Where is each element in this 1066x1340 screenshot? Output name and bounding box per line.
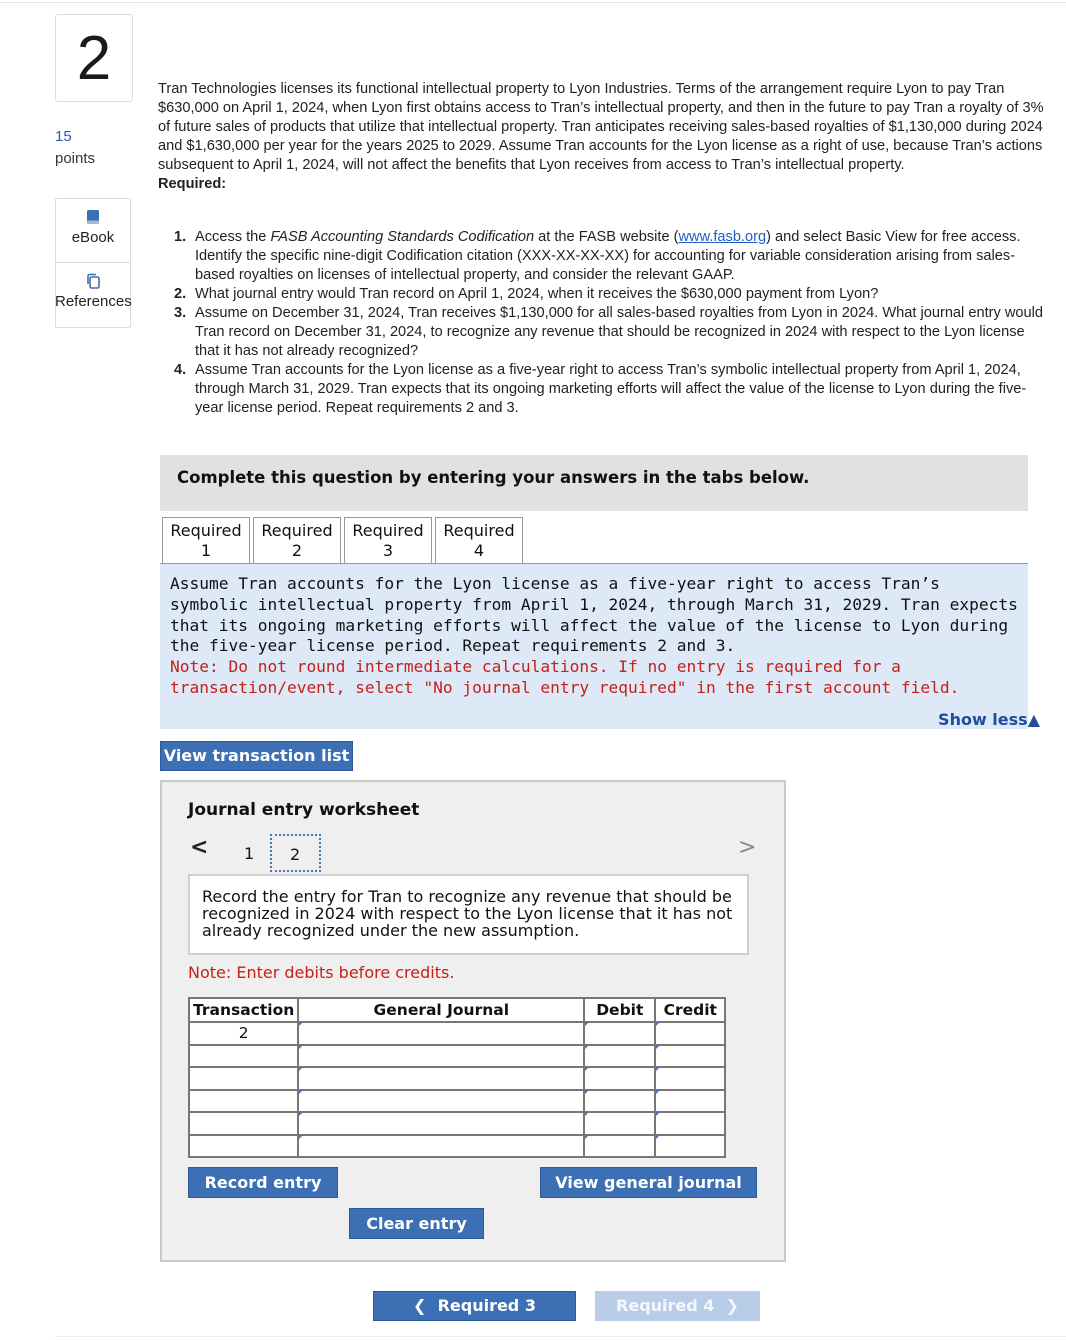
tab-required-4[interactable]: Required 4 (435, 517, 523, 565)
points-label: points (55, 150, 96, 167)
worksheet-page-2[interactable]: 2 (270, 834, 321, 872)
col-general-journal: General Journal (298, 998, 584, 1022)
fasb-link[interactable]: www.fasb.org (678, 229, 767, 245)
required-heading: Required: (158, 176, 227, 192)
top-divider (0, 2, 1066, 3)
worksheet-instruction: Record the entry for Tran to recognize any revenue that should be recognized in 2024 with respect to the Lyon license that it has not already recognized under the new assumption. (188, 874, 749, 955)
account-input[interactable] (298, 1135, 584, 1158)
ebook-label: eBook (71, 229, 115, 246)
problem-intro (158, 80, 1046, 194)
problem-text: Tran Technologies licenses its functional intellectual property to Lyon Industries. Terms of the arrangement require Lyon to pay Tran $630,000 on April 1, 2024, when Lyon first obtains access to Tran’s intellectual property, and then in the future to pay Tran a royalty of 3% of future sales of products that utilize that intellectual property. Tran anticipates receiving sales-based royalties of $1,130,000 during 2024 and $1,630,000 per year for the years 2025 to 2029. Assume Tran accounts for the Lyon license as a right of use, because Tran’s actions subsequent to April 1, 2024, will not affect the benefits that Lyon receives from access to Tran’s intellectual property. (158, 81, 1044, 173)
account-input[interactable] (298, 1112, 584, 1135)
account-input[interactable] (298, 1022, 584, 1045)
copy-icon (85, 273, 101, 289)
transaction-cell (189, 1045, 298, 1068)
journal-table (188, 997, 726, 1158)
points-value: 15 (55, 128, 72, 145)
credit-input[interactable] (655, 1022, 725, 1045)
credit-input[interactable] (655, 1045, 725, 1068)
credit-input[interactable] (655, 1090, 725, 1113)
debits-note: Note: Enter debits before credits. (188, 963, 455, 982)
requirement-panel (160, 564, 1028, 729)
debit-input[interactable] (584, 1090, 655, 1113)
view-transaction-list-button[interactable]: View transaction list (160, 741, 353, 771)
account-input[interactable] (298, 1090, 584, 1113)
requirement-3: 3. Assume on December 31, 2024, Tran receives $1,130,000 for all sales-based royalties from Lyon in 2024. What journal entry would Tran record on December 31, 2024, to recognize any revenue that should be recognized in 2024 with respect to the Lyon license that it has not already recognized? (174, 305, 1043, 359)
prev-requirement-button[interactable]: ❮ Required 3 (373, 1291, 576, 1321)
transaction-cell (189, 1067, 298, 1090)
show-less-link[interactable]: Show less▲ (938, 710, 1040, 729)
credit-input[interactable] (655, 1112, 725, 1135)
requirements-list (174, 228, 1044, 418)
col-transaction: Transaction (189, 998, 298, 1022)
debit-input[interactable] (584, 1112, 655, 1135)
record-entry-button[interactable]: Record entry (188, 1167, 338, 1198)
debit-input[interactable] (584, 1045, 655, 1068)
tab-required-1[interactable]: Required 1 (162, 517, 250, 565)
references-button[interactable] (55, 262, 131, 328)
account-input[interactable] (298, 1067, 584, 1090)
view-general-journal-button[interactable]: View general journal (540, 1167, 757, 1198)
table-row (189, 1067, 725, 1090)
chevron-right-icon: ❯ (714, 1296, 739, 1315)
transaction-cell (189, 1112, 298, 1135)
book-icon (85, 209, 101, 225)
requirement-4: 4. Assume Tran accounts for the Lyon license as a five-year right to access Tran’s symbolic intellectual property from April 1, 2024, through March 31, 2029. Tran expects that its ongoing marketing efforts will affect the value of the license to Lyon during the five-year license period. Repeat requirements 2 and 3. (174, 362, 1027, 416)
instructions-banner: Complete this question by entering your answers in the tabs below. (160, 455, 1028, 511)
triangle-up-icon: ▲ (1027, 710, 1040, 729)
worksheet-title: Journal entry worksheet (188, 800, 420, 820)
chevron-left-icon: ❮ (413, 1296, 438, 1315)
chevron-right-icon[interactable]: > (738, 835, 757, 860)
col-debit: Debit (584, 998, 655, 1022)
table-row (189, 1135, 725, 1158)
question-number: 2 (55, 14, 133, 102)
requirement-2: 2. What journal entry would Tran record on April 1, 2024, when it receives the $630,000 payment from Lyon? (174, 286, 879, 302)
transaction-cell: 2 (189, 1022, 298, 1045)
next-requirement-button[interactable]: Required 4 ❯ (595, 1291, 760, 1321)
transaction-cell (189, 1090, 298, 1113)
requirement-text: Assume Tran accounts for the Lyon license as a five-year right to access Tran’s symbolic intellectual property from April 1, 2024, through March 31, 2029. Tran expects that its ongoing marketing efforts will affect the value of the license to Lyon during the five-year license period. Repeat requirements 2 and 3. (170, 574, 1018, 656)
tab-required-3[interactable]: Required 3 (344, 517, 432, 565)
worksheet-page-1[interactable]: 1 (244, 844, 255, 863)
debit-input[interactable] (584, 1135, 655, 1158)
table-row (189, 1045, 725, 1068)
bottom-divider (55, 1336, 1066, 1337)
credit-input[interactable] (655, 1135, 725, 1158)
rounding-note: Note: Do not round intermediate calculations. If no entry is required for a transaction/event, select "No journal entry required" in the first account field. (170, 657, 960, 697)
table-row (189, 1022, 725, 1045)
debit-input[interactable] (584, 1022, 655, 1045)
col-credit: Credit (655, 998, 725, 1022)
clear-entry-button[interactable]: Clear entry (349, 1208, 484, 1239)
chevron-left-icon[interactable]: < (190, 835, 209, 860)
debit-input[interactable] (584, 1067, 655, 1090)
requirement-1: 1. Access the FASB Accounting Standards Codification at the FASB website (www.fasb.org) and select Basic View for free access. Identify the specific nine-digit Codification citation (XXX-XX-XX-XX) for accounting for variable consideration arising from sales-based royalties on licenses of intellectual property, and consider the relevant GAAP. (174, 229, 1021, 283)
ebook-button[interactable] (55, 198, 131, 262)
table-row (189, 1112, 725, 1135)
transaction-cell (189, 1135, 298, 1158)
table-header (189, 998, 725, 1022)
tab-required-2[interactable]: Required 2 (253, 517, 341, 565)
table-row (189, 1090, 725, 1113)
account-input[interactable] (298, 1045, 584, 1068)
references-label: References (55, 293, 132, 310)
credit-input[interactable] (655, 1067, 725, 1090)
